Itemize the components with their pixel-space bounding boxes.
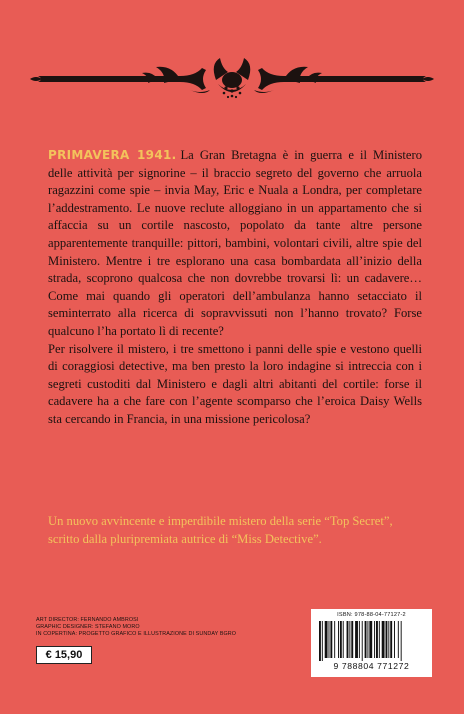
barcode-bar	[398, 621, 399, 658]
barcode-bar	[349, 621, 350, 658]
barcode-bar	[347, 621, 349, 658]
credits	[36, 617, 276, 638]
barcode-bar	[334, 621, 335, 658]
barcode-bar	[355, 621, 358, 658]
barcode-bar	[369, 621, 372, 658]
barcode-bar	[325, 621, 328, 658]
barcode-bar	[394, 621, 395, 658]
blurb-lead: PRIMAVERA 1941.	[48, 148, 177, 162]
barcode-bar	[379, 621, 380, 658]
barcode-bar	[362, 621, 363, 661]
floral-divider-icon	[30, 58, 434, 100]
credit-graphic-designer: GRAPHIC DESIGNER: STEFANO MORO	[36, 624, 140, 630]
barcode-bar	[382, 621, 385, 658]
blurb-text	[48, 147, 422, 429]
barcode-bar	[374, 621, 375, 658]
blurb-paragraph-2: Per risolvere il mistero, i tre smettono i panni delle spie e vestono quelli di coraggiosi detective, ma ben presto la loro indagine si intreccia con i segreti custoditi dal Ministero e dagli altri abitanti del cortile: forse il cadavere ha a che fare con l’agente scomparso che l’eroica Daisy Wells sta cercando in Francia, in una missione pericolosa?	[48, 341, 422, 426]
barcode-bar	[322, 621, 323, 661]
barcode-bar	[401, 621, 402, 661]
barcode-bar	[390, 621, 392, 658]
barcode-bar	[343, 621, 344, 658]
barcode-bars-icon	[319, 621, 424, 661]
barcode-bar	[319, 621, 321, 661]
credit-art-director: ART DIRECTOR: FERNANDO AMBROSI	[36, 617, 139, 623]
blurb-paragraph-1-text: La Gran Bretagna è in guerra e il Ministero delle attività per signorine – il braccio segreto del governo che arruola ragazzini come spie – invia May, Eric e Nuala a Londra, per completare l’addestramento. Le nuove reclute alloggiano in un appartamento che si affaccia su un cortile nascosto, popolato da tante altre persone apparentemente tranquille: pittori, bambini, volontari civili, altre spie del Ministero. Mentre i tre esplorano una casa bombardata all’inizio della strada, scoprono qualcosa che non dovrebbe trovarsi lì: un cadavere… Come mai quando gli operatori dell’ambulanza hanno setacciato il seminterrato alla ricerca di sopravvissuti non l’hanno trovato? Forse qualcuno l’ha portato lì di recente?	[48, 148, 422, 338]
barcode	[311, 609, 432, 677]
isbn-label: ISBN: 978-88-04-77127-2	[337, 612, 406, 618]
barcode-bar	[338, 621, 339, 658]
barcode-digits: 9 788804 771272	[333, 661, 410, 671]
barcode-bar	[386, 621, 388, 658]
credit-cover: IN COPERTINA: PROGETTO GRAFICO E ILLUSTRAZIONE DI SUNDAY BGRO	[36, 631, 237, 637]
series-tagline: Un nuovo avvincente e imperdibile mistero della serie “Top Secret”, scritto dalla pluripremiata autrice di “Miss Detective”.	[48, 514, 393, 546]
price-label: € 15,90	[36, 646, 92, 664]
barcode-bar	[367, 621, 368, 658]
barcode-bar	[340, 621, 342, 658]
barcode-bar	[376, 621, 378, 658]
barcode-bar	[359, 621, 360, 658]
barcode-bar	[330, 621, 332, 658]
barcode-bar	[329, 621, 330, 658]
barcode-bar	[388, 621, 389, 658]
barcode-bar	[351, 621, 353, 658]
barcode-bar	[365, 621, 367, 658]
blurb-paragraph-1	[48, 147, 422, 341]
